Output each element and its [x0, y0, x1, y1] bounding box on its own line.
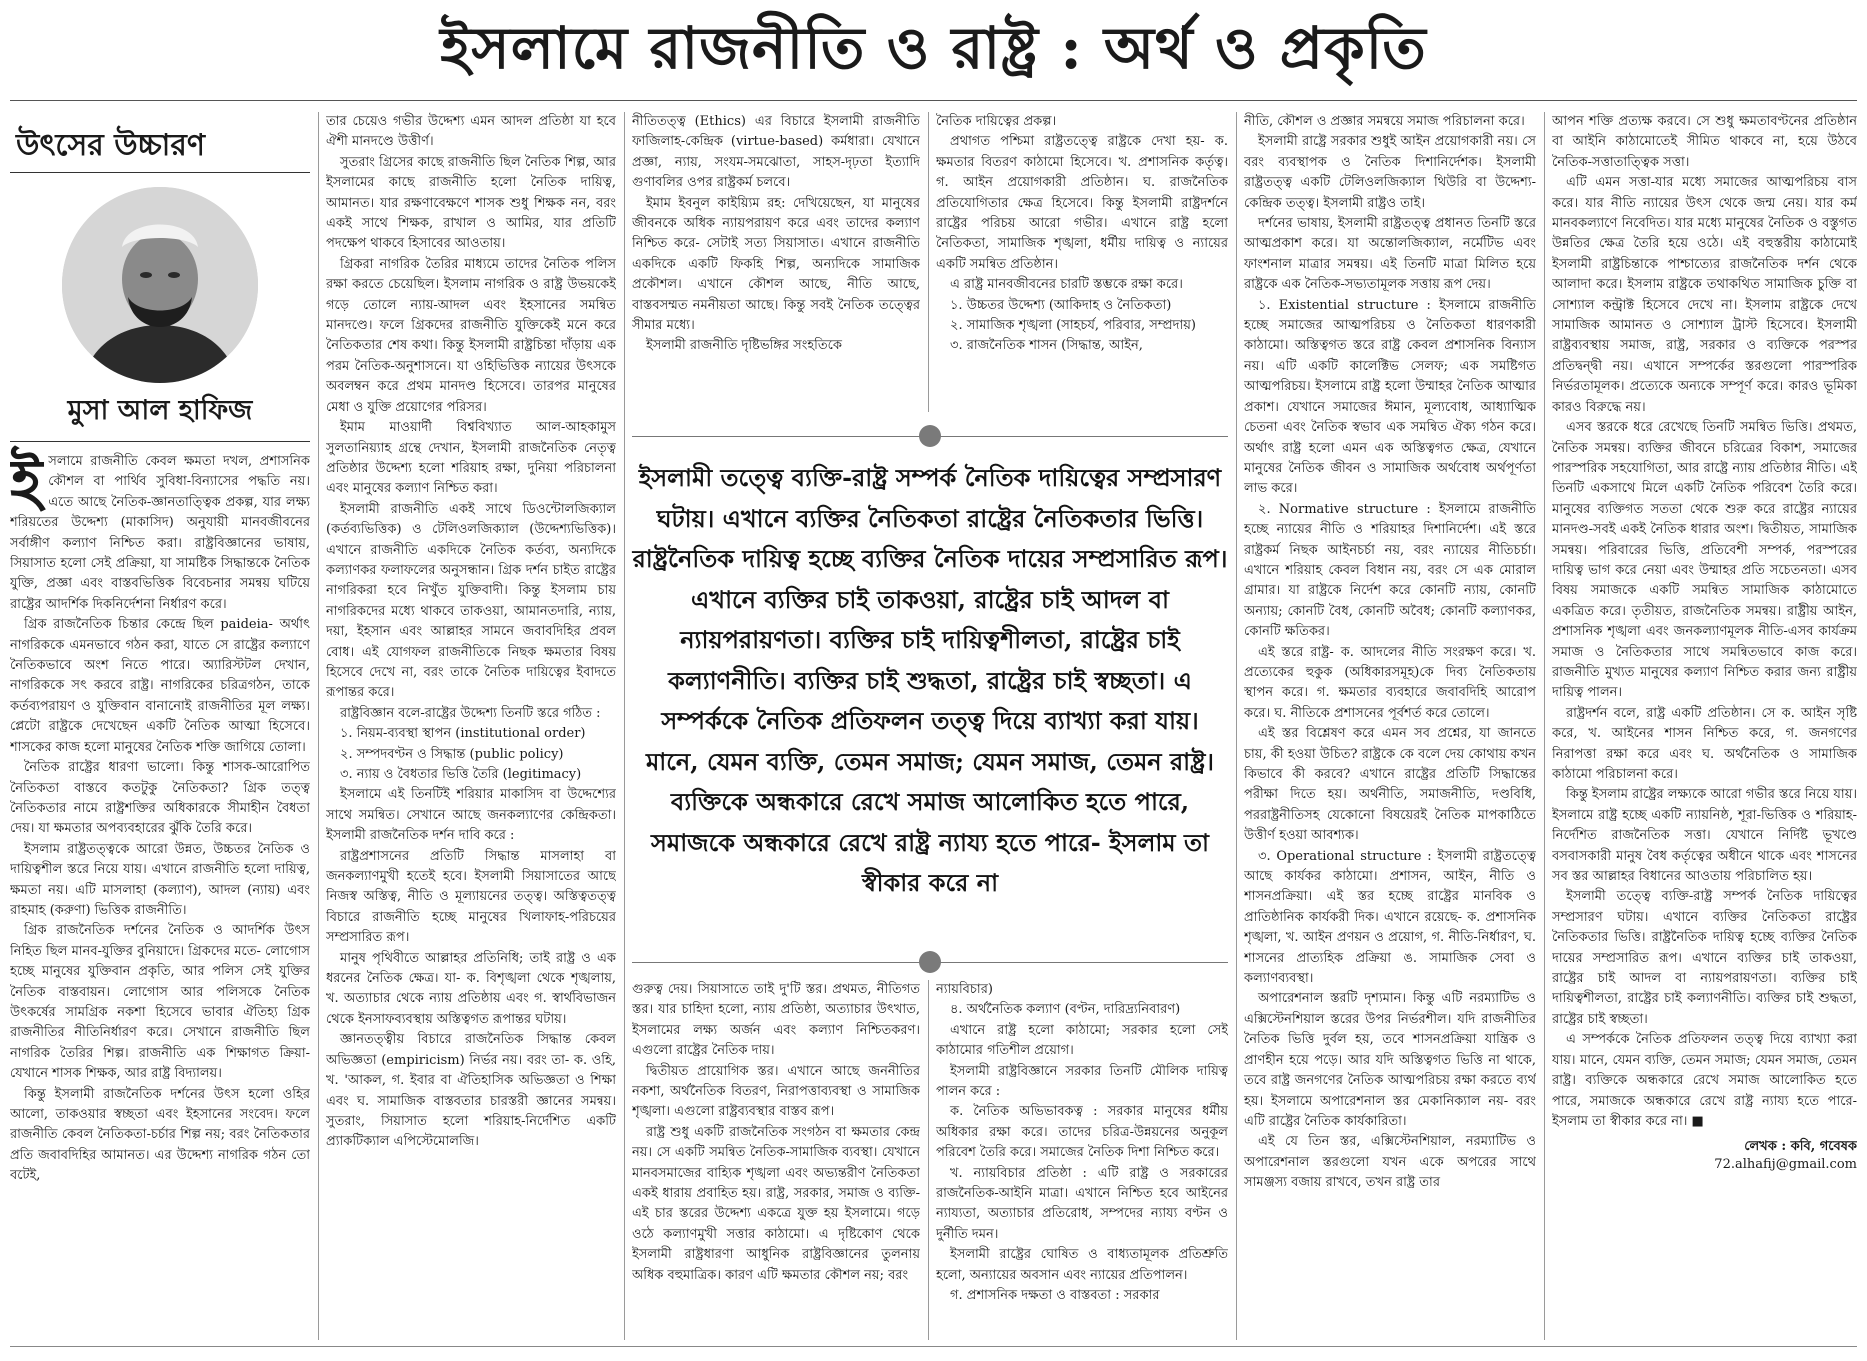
paragraph: আপন শক্তি প্রত্যক্ষ করবে। সে শুধু ক্ষমতাবণ্টনের প্রতিষ্ঠান বা আইনি কাঠামোতেই সীমিত থাকবে না, হয়ে উঠবে নৈতিক-সত্তাতাত্ত্বিক সত্তা। — [1552, 114, 1857, 170]
column-6 — [1552, 112, 1857, 1340]
paragraph: এখানে রাষ্ট্র হলো কাঠামো; সরকার হলো সেই কাঠামোর গতিশীল প্রয়োগ। — [936, 1022, 1228, 1059]
list-item: ৪. অর্থনৈতিক কল্যাণ (বণ্টন, দারিদ্র্যনিবারণ) — [950, 1002, 1181, 1018]
bottom-rule — [10, 1346, 1857, 1347]
paragraph: দ্বিতীয়ত প্রায়োগিক স্তর। এখানে আছে জননীতির নকশা, অর্থনৈতিক বিতরণ, নিরাপত্তাব্যবস্থা ও সামাজিক শৃঙ্খলা। এগুলো রাষ্ট্রব্যবস্থার বাস্তব রূপ। — [632, 1063, 920, 1120]
paragraph: রাষ্ট্রদর্শন বলে, রাষ্ট্র একটি প্রতিষ্ঠান। সে ক. আইন সৃষ্টি করে, খ. আইনের শাসন নিশ্চিত করে, গ. জনগণের নিরাপত্তা রক্ষা করে এবং ঘ. অর্থনৈতিক ও সামাজিক কাঠামো পরিচালনা করে। — [1552, 705, 1857, 782]
author-signature: লেখক : কবি, গবেষক — [1744, 1139, 1857, 1155]
paragraph: ক. নৈতিক অভিভাবকত্ব : সরকার মানুষের ধর্মীয় অধিকার রক্ষা করে। তাদের চরিত্র-উন্নয়নের অনুকূল পরিবেশ তৈরি করে। সমাজের নৈতিক দিশা নিশ্চিত করে। — [936, 1104, 1228, 1161]
paragraph: প্রথাগত পশ্চিমা রাষ্ট্রতত্ত্বে রাষ্ট্রকে দেখা হয়- ক. ক্ষমতার বিতরণ কাঠামো হিসেবে। খ. প্রশাসনিক কর্তৃত্ব। গ. আইন প্রয়োগকারী প্রতিষ্ঠান। ঘ. রাজনৈতিক প্রতিযোগিতার ক্ষেত্র হিসেবে। কিন্তু ইসলামী রাষ্ট্রদর্শনে রাষ্ট্রের পরিচয় আরো গভীর। এখানে রাষ্ট্র হলো নৈতিকতা, সামাজিক শৃঙ্খলা, ধর্মীয় দায়িত্ব ও ন্যায়ের একটি সমন্বিত প্রতিষ্ঠান। — [936, 134, 1228, 272]
paragraph: ১. Existential structure : ইসলামে রাজনীতি হচ্ছে সমাজের আত্মপরিচয় ও নৈতিকতা ধারণকারী কাঠামো। অস্তিত্বগত স্তরে রাষ্ট্র কেবল প্রশাসনিক বিন্যাস নয়। এটি একটি কালেক্টিভ সেলফ; এক সমষ্টিগত আত্মপরিচয়। ইসলামে রাষ্ট্র হলো উম্মাহর নৈতিক আত্মার প্রকাশ। যেখানে সমাজের ঈমান, মূল্যবোধ, আধ্যাত্মিক চেতনা এবং নৈতিক স্বভাব এক সমন্বিত ঐক্য গঠন করে। অর্থাৎ রাষ্ট্র হলো এমন এক অস্তিত্বগত ক্ষেত্র, যেখানে মানুষের নৈতিক জীবন ও সামাজিক অর্থবোধ অর্থপূর্ণতা লাভ করে। — [1244, 297, 1536, 497]
paragraph: ন্যায়বিচার) — [936, 982, 993, 997]
paragraph: নীতি, কৌশল ও প্রজ্ঞার সমন্বয়ে সমাজ পরিচালনা করে। — [1244, 114, 1525, 129]
column-5 — [1244, 112, 1536, 1340]
paragraph: ইমাম মাওয়ার্দী বিশ্ববিখ্যাত আল-আহকামুস সুলতানিয়্যাহ গ্রন্থে দেখান, ইসলামী রাজনৈতিক নেতৃত্ব প্রতিষ্ঠার উদ্দেশ্য হলো শরিয়াহ রক্ষা, দুনিয়া পরিচালনা এবং মানুষের কল্যাণ নিশ্চিত করা। — [326, 420, 616, 497]
column-name: উৎসের উচ্চারণ — [16, 128, 206, 163]
column-rule — [928, 980, 929, 1340]
paragraph: রাষ্ট্রবিজ্ঞান বলে-রাষ্ট্রের উদ্দেশ্য তিনটি স্তরে গঠিত : — [340, 705, 601, 721]
paragraph: এ সম্পর্ককে নৈতিক প্রতিফলন তত্ত্ব দিয়ে ব্যাখ্যা করা যায়। মানে, যেমন ব্যক্তি, তেমন সমাজ; যেমন সমাজ, তেমন রাষ্ট্র। ব্যক্তিকে অন্ধকারে রেখে সমাজ আলোকিত হতে পারে, সমাজকে অন্ধকারে রেখে রাষ্ট্র ন্যায্য হতে পারে- ইসলাম তা স্বীকার করে না। ■ — [1552, 1032, 1857, 1129]
column-name-rule — [10, 172, 310, 173]
column-3-bottom — [632, 980, 920, 1340]
list-item: ৩. রাজনৈতিক শাসন (সিদ্ধান্ত, আইন, — [950, 338, 1143, 354]
paragraph: জ্ঞানতত্ত্বীয় বিচারে রাজনৈতিক সিদ্ধান্ত কেবল অভিজ্ঞতা (empiricism) নির্ভর নয়। বরং তা- ক. ওহি, খ. 'আকল, গ. ইবার বা ঐতিহাসিক অভিজ্ঞতা ও শিক্ষা এবং ঘ. সামাজিক বাস্তবতার চারস্তরী জ্ঞানের সমন্বয়। সুতরাং, সিয়াসাত হলো শরিয়াহ-নির্দেশিত একটি প্র্যাকটিক্যাল এপিস্টেমোলজি। — [326, 1032, 616, 1150]
author-rule — [10, 441, 310, 442]
paragraph: নীতিতত্ত্ব (Ethics) এর বিচারে ইসলামী রাজনীতি ফাজিলাহ-কেন্দ্রিক (virtue-based) কর্মধারা। যেখানে প্রজ্ঞা, ন্যায়, সংযম-সমঝোতা, সাহস-দৃঢ়তা ইত্যাদি গুণাবলির ওপর রাষ্ট্রকর্ম চলবে। — [632, 114, 920, 191]
paragraph: ইসলামী রাষ্ট্রবিজ্ঞানে সরকার তিনটি মৌলিক দায়িত্ব পালন করে : — [936, 1063, 1228, 1100]
paragraph: কিন্তু ইসলাম রাষ্ট্রের লক্ষ্যকে আরো গভীর স্তরে নিয়ে যায়। ইসলামে রাষ্ট্র হচ্ছে একটি ন্যায়নিষ্ঠ, শূরা-ভিত্তিক ও শরিয়াহ-নির্দেশিত রাজনৈতিক সত্তা। যেখানে নির্দিষ্ট ভূখণ্ডে বসবাসকারী মানুষ বৈধ কর্তৃত্বের অধীনে থাকে এবং শাসনের সব স্তর আল্লাহর বিধানের আওতায় পরিচালিত হয়। — [1552, 787, 1857, 885]
column-rule — [1236, 112, 1237, 1340]
column-3-top — [632, 112, 920, 412]
paragraph: সুতরাং গ্রিসের কাছে রাজনীতি ছিল নৈতিক শিল্প, আর ইসলামের কাছে রাজনীতি হলো নৈতিক দায়িত্ব, আমানত। যার রক্ষণাবেক্ষণে শাসক শুধু শিক্ষক নন, বরং একই সাথে শিক্ষক, রাখাল ও আমির, যার প্রতিটি পদক্ষেপ থাকবে হিসাবের আওতায়। — [326, 154, 616, 252]
column-rule — [624, 112, 625, 1340]
paragraph: ইমাম ইবনুল কাইয়্যিম রহ: দেখিয়েছেন, যা মানুষের জীবনকে অধিক ন্যায়পরায়ণ করে এবং তাদের কল্যাণ নিশ্চিত করে- সেটাই সত্য সিয়াসাত। এখানে রাজনীতি একদিকে একটি ফিকহি শিল্প, অন্যদিকে সামাজিক প্রকৌশল। এখানে কৌশল আছে, নীতি আছে, বাস্তবসম্মত নমনীয়তা আছে। কিন্তু সবই নৈতিক তত্ত্বের সীমার মধ্যে। — [632, 195, 920, 334]
pullquote-bottom-dot — [919, 951, 941, 973]
paragraph: রাষ্ট্র শুধু একটি রাজনৈতিক সংগঠন বা ক্ষমতার কেন্দ্র নয়। সে একটি সমন্বিত নৈতিক-সামাজিক ব্যবস্থা। যেখানে মানবসমাজের বাহ্যিক শৃঙ্খলা এবং অভ্যন্তরীণ নৈতিকতা একই ধারায় প্রবাহিত হয়। রাষ্ট্র, সরকার, সমাজ ও ব্যক্তি- এই চার স্তরের উদ্দেশ্য একত্রে যুক্ত হয় ইসলামে। গড়ে ওঠে কল্যাণমুখী সত্তার কাঠামো। এ দৃষ্টিকোণ থেকে ইসলামী রাষ্ট্রধারণা আধুনিক রাষ্ট্রবিজ্ঞানের তুলনায় অধিক বহুমাত্রিক। কারণ এটি ক্ষমতার কৌশল নয়; বরং — [632, 1124, 920, 1283]
column-4-bottom — [936, 980, 1228, 1340]
paragraph: ২. Normative structure : ইসলামে রাজনীতি হচ্ছে ন্যায়ের নীতি ও শরিয়াহর দিশানির্দেশ। এই স্তরে রাষ্ট্রকর্ম নিছক আইনচর্চা নয়, বরং ন্যায়ের নীতিচর্চা। এখানে শরিয়াহ কেবল বিধান নয়, বরং সে এক মোরাল গ্রামার। যা রাষ্ট্রকে নির্দেশ করে কোনটি ন্যায়, কোনটি অন্যায়; কোনটি বৈধ, কোনটি অবৈধ; কোনটি কল্যাণকর, কোনটি ক্ষতিকর। — [1244, 501, 1536, 640]
list-item: ২. সামাজিক শৃঙ্খলা (সাহচর্য, পরিবার, সম্প্রদায়) — [950, 318, 1196, 334]
paragraph: রাষ্ট্রপ্রশাসনের প্রতিটি সিদ্ধান্ত মাসলাহা বা জনকল্যাণমুখী হতেই হবে। ইসলামী সিয়াসাতের আছে নিজস্ব অস্তিত্ব, নীতি ও মূল্যায়নের তত্ত্ব। অস্তিত্বতত্ত্ব বিচারে রাজনীতি হচ্ছে মানুষের খিলাফাহ-পরিচয়ের সম্প্রসারিত রূপ। — [326, 848, 616, 946]
column-rule — [928, 112, 929, 412]
paragraph: ইসলাম রাষ্ট্রতত্ত্বকে আরো উন্নত, উচ্চতর নৈতিক ও দায়িত্বশীল স্তরে নিয়ে যায়। এখানে রাজনীতি হলো দায়িত্ব, ক্ষমতা নয়। এটি মাসলাহা (কল্যাণ), আদল (ন্যায়) এবং রাহমাহ (করুণা) ভিত্তিক রাজনীতি। — [10, 841, 310, 918]
paragraph: ইসলামী রাষ্ট্রে সরকার শুধুই আইন প্রয়োগকারী নয়। সে বরং ব্যবস্থাপক ও নৈতিক দিশানির্দেশক। ইসলামী রাষ্ট্রতত্ত্ব একটি টেলিওলজিক্যাল থিউরি বা উদ্দেশ্য-কেন্দ্রিক তত্ত্ব। ইসলামী রাষ্ট্রও তাই। — [1244, 134, 1536, 211]
paragraph: নৈতিক দায়িত্বের প্রকল্প। — [936, 114, 1057, 129]
column-2 — [326, 112, 616, 1340]
list-item: ১. উচ্চতর উদ্দেশ্য (আকিদাহ ও নৈতিকতা) — [950, 297, 1172, 313]
paragraph: খ. ন্যায়বিচার প্রতিষ্ঠা : এটি রাষ্ট্র ও সরকারের রাজনৈতিক-আইনি মাত্রা। এখানে নিশ্চিত হবে আইনের ন্যায্যতা, অত্যাচার প্রতিরোধ, সম্পদের ন্যায্য বণ্টন ও দুর্নীতি দমন। — [936, 1165, 1228, 1242]
paragraph: নৈতিক রাষ্ট্রের ধারণা ভালো। কিন্তু শাসক-আরোপিত নৈতিকতা বাস্তবে কতটুকু নৈতিকতা? গ্রিক তত্ত্ব নৈতিকতার নামে রাষ্ট্রশক্তির অধিকারকে সীমাহীন বৈধতা দেয়। যা ক্ষমতার অপব্যবহারের ঝুঁকি তৈরি করে। — [10, 760, 310, 837]
headline: ইসলামে রাজনীতি ও রাষ্ট্র : অর্থ ও প্রকৃতি — [440, 14, 1427, 82]
pullquote: ইসলামী তত্ত্বে ব্যক্তি-রাষ্ট্র সম্পর্ক নৈতিক দায়িত্বের সম্প্রসারণ ঘটায়। এখানে ব্যক্তির নৈতিকতা রাষ্ট্রের নৈতিকতার ভিত্তি। রাষ্ট্রনৈতিক দায়িত্ব হচ্ছে ব্যক্তির নৈতিক দায়ের সম্প্রসারিত রূপ। এখানে ব্যক্তির চাই তাকওয়া, রাষ্ট্রের চাই আদল বা ন্যায়পরায়ণতা। ব্যক্তির চাই দায়িত্বশীলতা, রাষ্ট্রের চাই কল্যাণনীতি। ব্যক্তির চাই শুদ্ধতা, রাষ্ট্রের চাই স্বচ্ছতা। এ সম্পর্ককে নৈতিক প্রতিফলন তত্ত্ব দিয়ে ব্যাখ্যা করা যায়। মানে, যেমন ব্যক্তি, তেমন সমাজ; যেমন সমাজ, তেমন রাষ্ট্র। ব্যক্তিকে অন্ধকারে রেখে সমাজ আলোকিত হতে পারে, সমাজকে অন্ধকারে রেখে রাষ্ট্র ন্যায্য হতে পারে- ইসলাম তা স্বীকার করে না — [632, 463, 1228, 897]
paragraph: গুরুত্ব দেয়। সিয়াসাতে তাই দু'টি স্তর। প্রথমত, নীতিগত স্তর। যার চাহিদা হলো, ন্যায় প্রতিষ্ঠা, অত্যাচার উৎখাত, ইসলামের লক্ষ্য অর্জন এবং কল্যাণ নিশ্চিতকরণ। এগুলো রাষ্ট্রের নৈতিক দায়। — [632, 982, 920, 1059]
column-rule — [318, 112, 319, 1340]
paragraph: এটি এমন সত্তা-যার মধ্যে সমাজের আত্মপরিচয় বাস করে। যার নীতি ন্যায়ের উৎস থেকে জন্ম নেয়। যার কর্ম মানবকল্যাণে নিবেদিত। যার মধ্যে মানুষের নৈতিক ও বস্তুগত উন্নতির ক্ষেত্র তৈরি হয়ে ওঠে। এই বহুস্তরীয় কাঠামোই ইসলামী রাষ্ট্রচিন্তাকে পাশ্চাত্যের রাজনৈতিক দর্শন থেকে আলাদা করে। ইসলাম রাষ্ট্রকে তথাকথিত সামাজিক চুক্তি বা সোশ্যাল কন্ট্রাক্ট হিসেবে দেখে না। ইসলাম রাষ্ট্রকে দেখে সামাজিক আমানত ও সোশ্যাল ট্রাস্ট হিসেবে। ইসলামী রাষ্ট্রব্যবস্থায় সমাজ, রাষ্ট্র, সরকার ও ব্যক্তিকে পরস্পর প্রতিদ্বন্দ্বী নয়। এখানে সম্পর্কের স্তরগুলো পারস্পরিক নির্ভরতামূলক। প্রত্যেকে অন্যকে সম্পূর্ণ করে। কারও ভূমিকা কারও বিরুদ্ধে নয়। — [1552, 175, 1857, 415]
paragraph: ইসলামে এই তিনটিই শরিয়ার মাকাসিদ বা উদ্দেশ্যের সাথে সমন্বিত। সেখানে আছে জনকল্যাণের কেন্দ্রিকতা। ইসলামী রাজনৈতিক দর্শন দাবি করে : — [326, 787, 616, 844]
paragraph: গ্রিক রাজনৈতিক দর্শনের নৈতিক ও আদর্শিক উৎস নিহিত ছিল মানব-যুক্তির বুনিয়াদে। গ্রিকদের মতে- লোগোস হচ্ছে মানুষের যুক্তিবান প্রকৃতি, আর পলিস সেই যুক্তির নৈতিক বাস্তবায়ন। লোগোস আর পলিসকে নৈতিক উৎকর্ষের সামগ্রিক নকশা হিসেবে ভাবার ঐতিহ্য গ্রিক রাজনীতির নীতিনির্ধারণ করে। সেখানে রাজনীতি ছিল নাগরিক তৈরির শিল্প। রাজনীতি এক শিক্ষাগত ক্রিয়া- যেখানে শাসক শিক্ষক, আর রাষ্ট্র বিদ্যালয়। — [10, 923, 310, 1082]
column-1 — [10, 112, 310, 1340]
author-note — [1552, 1138, 1857, 1174]
paragraph: গ্রিক রাজনৈতিক চিন্তার কেন্দ্রে ছিল paideia- অর্থাৎ নাগরিককে এমনভাবে গঠন করা, যাতে সে রাষ্ট্রের কল্যাণে নৈতিকভাবে অংশ নিতে পারে। অ্যারিস্টটল দেখান, নাগরিককে সৎ করবে রাষ্ট্র। নাগরিকের চরিত্রগঠন, তাকে কর্তব্যপরায়ণ ও যুক্তিবান বানানোই রাজনীতির মূল লক্ষ্য। প্লেটো রাষ্ট্রকে দেখেছেন একটি নৈতিক আত্মা হিসেবে। শাসকের কাজ হলো মানুষের নৈতিক শক্তি জাগিয়ে তোলা। — [10, 617, 310, 755]
column-rule — [1544, 112, 1545, 1340]
author-portrait-icon — [62, 187, 258, 383]
paragraph: গ. প্রশাসনিক দক্ষতা ও বাস্তবতা : সরকার — [950, 1288, 1160, 1304]
paragraph: এসব স্তরকে ধরে রেখেছে তিনটি সমন্বিত ভিত্তি। প্রথমত, নৈতিক সমন্বয়। ব্যক্তির জীবনে চরিত্রের বিকাশ, সমাজের পারস্পরিক সহযোগিতা, আর রাষ্ট্রে ন্যায় প্রতিষ্ঠার নীতি। এই তিনটি একসাথে মিলে একটি নৈতিক পরিবেশ তৈরি করে। মানুষের ব্যক্তিগত সততা থেকে শুরু করে রাষ্ট্রের ন্যায়ের মানদণ্ড-সবই একই নৈতিক ধারার অংশ। দ্বিতীয়ত, সামাজিক সমন্বয়। পরিবারের ভিত্তি, প্রতিবেশী সম্পর্ক, পরস্পরের দায়িত্ব ভাগ করে নেয়া এবং উম্মাহর প্রতি সচেতনতা। এসব বিষয় সমাজকে একটি সমন্বিত সামাজিক কাঠামোতে একত্রিত করে। তৃতীয়ত, রাজনৈতিক সমন্বয়। রাষ্ট্রীয় আইন, প্রশাসনিক শৃঙ্খলা এবং জনকল্যাণমূলক নীতি-এসব কার্যক্রম সমাজ ও নৈতিকতার সাথে সমন্বিতভাবে কাজ করে। রাজনীতি মুখ্যত মানুষের কল্যাণ নিশ্চিত করার জন্য রাষ্ট্রীয় দায়িত্ব পালন। — [1552, 420, 1857, 701]
headline-rule — [10, 100, 1857, 101]
list-item: ২. সম্পদবণ্টন ও সিদ্ধান্ত (public policy) — [340, 746, 564, 762]
paragraph: ৩. Operational structure : ইসলামী রাষ্ট্রতত্ত্বে আছে কার্যকর কাঠামো। প্রশাসন, আইন, নীতি ও শাসনপ্রক্রিয়া। এই স্তর হচ্ছে রাষ্ট্রের মানবিক ও প্রাতিষ্ঠানিক কার্যকরী দিক। এখানে রয়েছে- ক. প্রশাসনিক শৃঙ্খলা, খ. আইন প্রণয়ন ও প্রয়োগ, গ. নীতি-নির্ধারণ, ঘ. শাসনের প্রাত্যহিক প্রক্রিয়া ঙ. সামাজিক সেবা ও কল্যাণব্যবস্থা। — [1244, 848, 1536, 987]
paragraph: এই যে তিন স্তর, এক্সিস্টেনশিয়াল, নরম্যাটিভ ও অপারেশনাল স্তরগুলো যখন একে অপরের সাথে সামঞ্জস্য বজায় রাখবে, তখন রাষ্ট্র তার — [1244, 1134, 1536, 1191]
column-4-top — [936, 112, 1228, 412]
paragraph: ইসলামী রাজনীতি একই সাথে ডিওন্টোলজিক্যাল (কর্তব্যভিত্তিক) ও টেলিওলজিক্যাল (উদ্দেশ্যভিত্তিক)। এখানে রাজনীতি একদিকে নৈতিক কর্তব্য, অন্যদিকে কল্যাণকর ফলাফলের অনুসন্ধান। গ্রিক দর্শন চাইত রাষ্ট্রের নাগরিকরা হবে নিখুঁত যুক্তিবাদী। কিন্তু ইসলাম চায় নাগরিকদের মধ্যে থাকবে তাকওয়া, আমানতদারি, ন্যায়, দয়া, ইহসান এবং আল্লাহর সামনে জবাবদিহির প্রবল বোধ। এই যোগফল রাজনীতিকে নিছক ক্ষমতার বিষয় হিসেবে দেখে না, বরং তাকে নৈতিক দায়িত্বের ইবাদতে রূপান্তর করে। — [326, 501, 616, 701]
author-email: 72.alhafij@gmail.com — [1714, 1157, 1857, 1173]
paragraph: কিন্তু ইসলামী রাজনৈতিক দর্শনের উৎস হলো ওহির আলো, তাকওয়ার স্বচ্ছতা এবং ইহসানের সংবেদ। ফলে রাজনীতি কেবল নৈতিকতা-চর্চার শিল্প নয়; বরং নৈতিকতার প্রতি জবাবদিহির আমানত। এর উদ্দেশ্য নাগরিক গঠন তো বটেই, — [10, 1086, 310, 1184]
paragraph: ইসলামী রাজনীতি দৃষ্টিভঙ্গির সংহতিকে — [646, 338, 842, 354]
author-name: মুসা আল হাফিজ — [67, 395, 253, 426]
paragraph: অপারেশনাল স্তরটি দৃশ্যমান। কিন্তু এটি নরম্যাটিভ ও এক্সিস্টেনশিয়াল স্তরের উপর নির্ভরশীল। যদি রাজনীতির নৈতিক ভিত্তি দুর্বল হয়, তবে শাসনপ্রক্রিয়া যান্ত্রিক ও প্রাণহীন হয়ে পড়ে। আর যদি অস্তিত্বগত ভিত্তি না থাকে, তবে রাষ্ট্র জনগণের নৈতিক আত্মপরিচয় রক্ষা করতে ব্যর্থ হয়। ইসলামে অপারেশনাল স্তর মেকানিক্যাল নয়- বরং এটি রাষ্ট্রের নৈতিক কার্যকারিতা। — [1244, 991, 1536, 1129]
paragraph: এই স্তরে রাষ্ট্র- ক. আদলের নীতি সংরক্ষণ করে। খ. প্রত্যেকের হুকুক (অধিকারসমূহ)কে দিব্য নৈতিকতায় স্থাপন করে। গ. ক্ষমতার ব্যবহারে জবাবদিহি আরোপ করে। ঘ. নীতিকে প্রশাসনের পূর্বশর্ত করে তোলে। — [1244, 644, 1536, 721]
paragraph: ইসলামী রাষ্ট্রের ঘোষিত ও বাধ্যতামূলক প্রতিশ্রুতি হলো, অন্যায়ের অবসান এবং ন্যায়ের প্রতিপালন। — [936, 1247, 1228, 1283]
paragraph: গ্রিকরা নাগরিক তৈরির মাধ্যমে তাদের নৈতিক পলিস রক্ষা করতে চেয়েছিল। ইসলাম নাগরিক ও রাষ্ট্র উভয়কেই গড়ে তোলে ন্যায়-আদল এবং ইহসানের সমন্বিত মানদণ্ডে। ফলে গ্রিকদের রাজনীতি যুক্তিকেই মনে করে নৈতিকতার শেষ কথা। কিন্তু ইসলামী রাষ্ট্রচিন্তা দাঁড়ায় এক পরম নৈতিক-অনুশাসনে। যা ওহিভিত্তিক ন্যায়ের উৎসকে অবলম্বন করে প্রথম মানদণ্ড হিসেবে। তারপর মানুষের মেধা ও যুক্তি প্রয়োগের পরিসর। — [326, 256, 616, 415]
pullquote-top-dot — [919, 425, 941, 447]
paragraph: দর্শনের ভাষায়, ইসলামী রাষ্ট্রতত্ত্ব প্রধানত তিনটি স্তরে আত্মপ্রকাশ করে। যা অন্তোলজিক্যাল, নর্মেটিভ এবং ফাংশনাল মাত্রার সমন্বয়। এই তিনটি মাত্রা মিলিত হয়ে রাষ্ট্রকে এক নৈতিক-সভ্যতামূলক সত্তায় রূপ দেয়। — [1244, 216, 1536, 293]
dropcap: ই — [10, 445, 43, 518]
paragraph: এ রাষ্ট্র মানবজীবনের চারটি স্তম্ভকে রক্ষা করে। — [950, 277, 1183, 293]
paragraph: মানুষ পৃথিবীতে আল্লাহর প্রতিনিধি; তাই রাষ্ট্র ও এক ধরনের নৈতিক ক্ষেত্র। যা- ক. বিশৃঙ্খলা থেকে শৃঙ্খলায়, খ. অত্যাচার থেকে ন্যায় প্রতিষ্ঠায় এবং গ. স্বার্থবিভাজন থেকে ইনসাফব্যবস্থায় অস্তিত্বগত রূপান্তর ঘটায়। — [326, 950, 616, 1027]
list-item: ১. নিয়ম-ব্যবস্থা স্থাপন (institutional order) — [340, 726, 586, 742]
paragraph: তার চেয়েও গভীর উদ্দেশ্য এমন আদল প্রতিষ্ঠা যা হবে ঐশী মানদণ্ডে উত্তীর্ণ। — [326, 114, 616, 150]
paragraph: ইসলামে রাজনীতি কেবল ক্ষমতা দখল, প্রশাসনিক কৌশল বা পার্থিব সুবিধা-বিন্যাসের পদ্ধতি নয়। এতে আছে নৈতিক-জ্ঞানতাত্ত্বিক প্রকল্প, যার লক্ষ্য শরিয়তের উদ্দেশ্য (মাকাসিদ) অনুযায়ী মানবজীবনের সর্বাঙ্গীণ কল্যাণ নিশ্চিত করা। রাষ্ট্রবিজ্ঞানের ভাষায়, সিয়াসাত হলো সেই প্রক্রিয়া, যা সামষ্টিক সিদ্ধান্তকে নৈতিক যুক্তি, প্রজ্ঞা এবং বাস্তবভিত্তিক বিবেচনার সমন্বয় ঘটিয়ে রাষ্ট্রের আদর্শিক দিকনির্দেশনা নির্ধারণ করে। — [10, 445, 310, 612]
paragraph: এই স্তর বিশ্লেষণ করে এমন সব প্রশ্নের, যা জানতে চায়, কী হওয়া উচিত? রাষ্ট্রকে কে বলে দেয় কোথায় কখন কিভাবে কী করবে? এখানে রাষ্ট্রের প্রতিটি সিদ্ধান্তের পরীক্ষা দিতে হয়। অর্থনীতি, সমাজনীতি, দণ্ডবিধি, পররাষ্ট্রনীতিসহ যেকোনো বিষয়েরই নৈতিক মাপকাঠিতে উত্তীর্ণ হওয়া আবশ্যক। — [1244, 726, 1536, 844]
list-item: ৩. ন্যায় ও বৈধতার ভিত্তি তৈরি (legitimacy) — [340, 767, 582, 782]
author-photo — [62, 187, 258, 383]
paragraph: ইসলামী তত্ত্বে ব্যক্তি-রাষ্ট্র সম্পর্ক নৈতিক দায়িত্বের সম্প্রসারণ ঘটায়। এখানে ব্যক্তির নৈতিকতা রাষ্ট্রের নৈতিকতার ভিত্তি। রাষ্ট্রনৈতিক দায়িত্ব হচ্ছে ব্যক্তির নৈতিক দায়ের সম্প্রসারিত রূপ। এখানে ব্যক্তির চাই তাকওয়া, রাষ্ট্রের চাই আদল বা ন্যায়পরায়ণতা। ব্যক্তির চাই দায়িত্বশীলতা, রাষ্ট্রের চাই কল্যাণনীতি। ব্যক্তির চাই শুদ্ধতা, রাষ্ট্রের চাই স্বচ্ছতা। — [1552, 889, 1857, 1027]
